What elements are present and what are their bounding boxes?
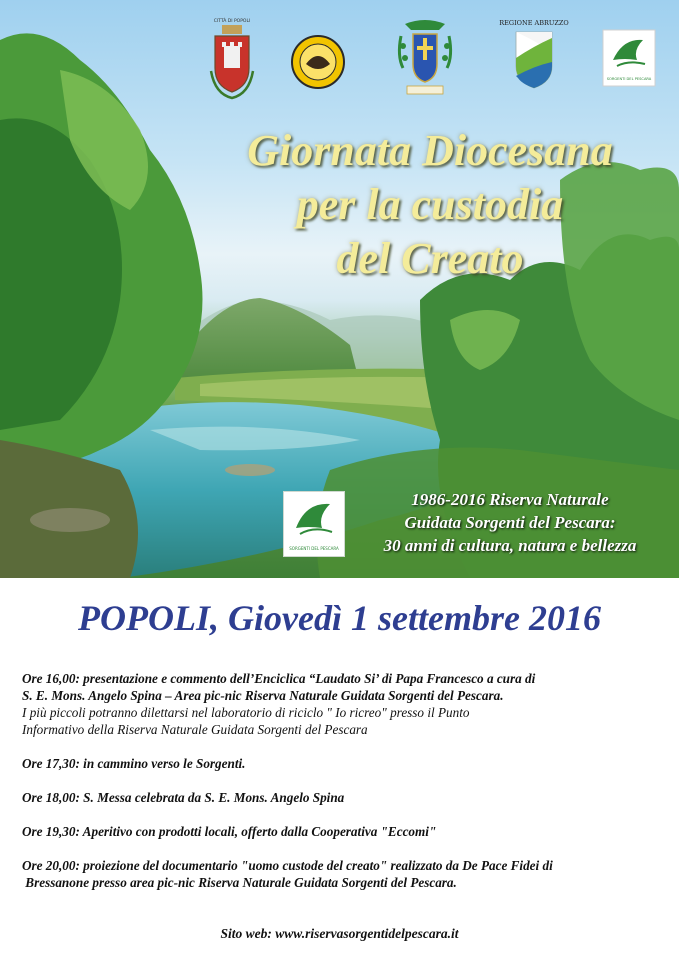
diocese-coat-of-arms-icon <box>393 16 457 98</box>
program-item-3: Ore 18,00: S. Messa celebrata da S. E. Mons. Angelo Spina <box>22 790 345 805</box>
abruzzo-logo-caption: REGIONE ABRUZZO <box>499 19 569 27</box>
title-line-1: Giornata Diocesana <box>247 126 613 175</box>
title-line-2: per la custodia <box>296 180 564 229</box>
program-item-5-line-1: Ore 20,00: proiezione del documentario "uomo custode del creato" realizzato da De Pace Fidei di <box>22 858 553 873</box>
program-item-1-line-2: S. E. Mons. Angelo Spina – Area pic-nic Riserva Naturale Guidata Sorgenti del Pescara. <box>22 688 504 703</box>
popoli-coat-of-arms-icon <box>205 16 259 102</box>
reserve-badge <box>283 491 345 557</box>
anniversary-line-2: Guidata Sorgenti del Pescara: <box>404 513 616 532</box>
program-item-1-line-3: I più piccoli potranno dilettarsi nel laboratorio di riciclo " Io ricreo" presso il Punto <box>22 705 470 720</box>
program-item-1-line-1: Ore 16,00: presentazione e commento dell’Enciclica “Laudato Si’ di Papa Francesco a cura di <box>22 671 536 686</box>
anniversary-line-1: 1986-2016 Riserva Naturale <box>411 490 609 509</box>
yellow-round-emblem-icon <box>290 34 346 90</box>
program-item-1-line-4: Informativo della Riserva Naturale Guidata Sorgenti del Pescara <box>22 722 368 737</box>
riserva-naturale-logo-icon <box>603 30 655 86</box>
event-title <box>180 124 680 286</box>
sponsor-logos <box>0 14 679 104</box>
popoli-logo-caption: CITTÀ DI POPOLI <box>213 19 251 24</box>
website-link[interactable]: Sito web: www.riservasorgentidelpescara.it <box>220 926 459 941</box>
regione-abruzzo-logo-icon <box>499 18 569 92</box>
program-item-4: Ore 19,30: Aperitivo con prodotti locali, offerto dalla Cooperativa "Eccomi" <box>22 824 437 839</box>
program-item-5-line-2: Bressanone presso area pic-nic Riserva Naturale Guidata Sorgenti del Pescara. <box>22 875 457 890</box>
reserve-badge-icon <box>284 492 344 556</box>
anniversary-caption <box>340 488 680 557</box>
program-item-5 <box>22 857 662 891</box>
program-item-2: Ore 17,30: in cammino verso le Sorgenti. <box>22 756 246 771</box>
event-date-headline: POPOLI, Giovedì 1 settembre 2016 <box>78 598 601 638</box>
anniversary-line-3: 30 anni di cultura, natura e bellezza <box>383 536 637 555</box>
riserva-logo-caption: SORGENTI DEL PESCARA <box>606 77 652 81</box>
event-program <box>22 670 662 908</box>
title-line-3: del Creato <box>336 234 524 283</box>
badge-caption: SORGENTI DEL PESCARA <box>289 546 339 551</box>
program-item-1 <box>22 670 662 738</box>
